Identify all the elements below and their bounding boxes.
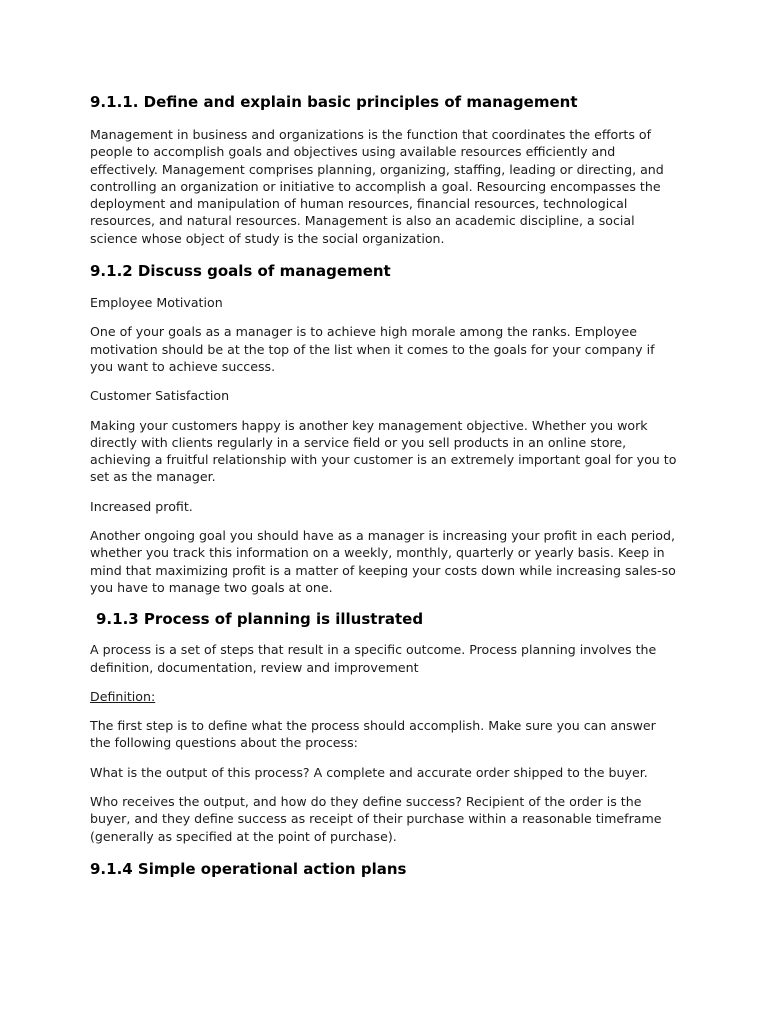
section-paragraph: What is the output of this process? A complete and accurate order shipped to the buyer. (90, 764, 648, 780)
section-heading-9-1-4: 9.1.4 Simple operational action plans (90, 859, 407, 878)
section-paragraph: The first step is to define what the process should accomplish. Make sure you can answer the following questions about the process: (90, 718, 656, 751)
subheading-customer-satisfaction: Customer Satisfaction (90, 388, 230, 404)
subheading-increased-profit: Increased profit. (90, 498, 193, 514)
section-paragraph: A process is a set of steps that result in a specific outcome. Process planning involves the definition, documentation, review and improvement (90, 642, 657, 675)
section-paragraph: Another ongoing goal you should have as a manager is increasing your profit in each period, whether you track this information on a weekly, monthly, quarterly or yearly basis. Keep in mind that maximizing profit is a matter of keeping your costs down while increasing sales-so you have to manage two goals at one. (90, 528, 676, 595)
section-heading-9-1-1: 9.1.1. Define and explain basic principles of management (90, 93, 578, 111)
section-paragraph: One of your goals as a manager is to achieve high morale among the ranks. Employee motivation should be at the top of the list when it comes to the goals for your company if you want to achieve success. (90, 324, 655, 374)
section-heading-9-1-3: 9.1.3 Process of planning is illustrated (96, 610, 424, 629)
section-paragraph: Making your customers happy is another key management objective. Whether you work directly with clients regularly in a service field or you sell products in an online store, achieving a fruitful relationship with your customer is an extremely important goal for you to set as the manager. (90, 417, 677, 485)
section-paragraph: Management in business and organizations is the function that coordinates the efforts of people to accomplish goals and objectives using available resources efficiently and effectively. Management comprises planning, organizing, staffing, leading or directing, and controlling an organization or initiative to accomplish a goal. Resourcing encompasses the deployment and manipulation of human resources, financial resources, technological resources, and natural resources. Management is also an academic discipline, a social science whose object of study is the social organization. (90, 127, 664, 246)
section-paragraph: Who receives the output, and how do they define success? Recipient of the order is the buyer, and they define success as receipt of their purchase within a reasonable timeframe (generally as specified at the point of purchase). (90, 794, 662, 844)
subheading-employee-motivation: Employee Motivation (90, 295, 223, 311)
definition-label: Definition: (90, 688, 156, 704)
section-heading-9-1-2: 9.1.2 Discuss goals of management (90, 262, 391, 281)
